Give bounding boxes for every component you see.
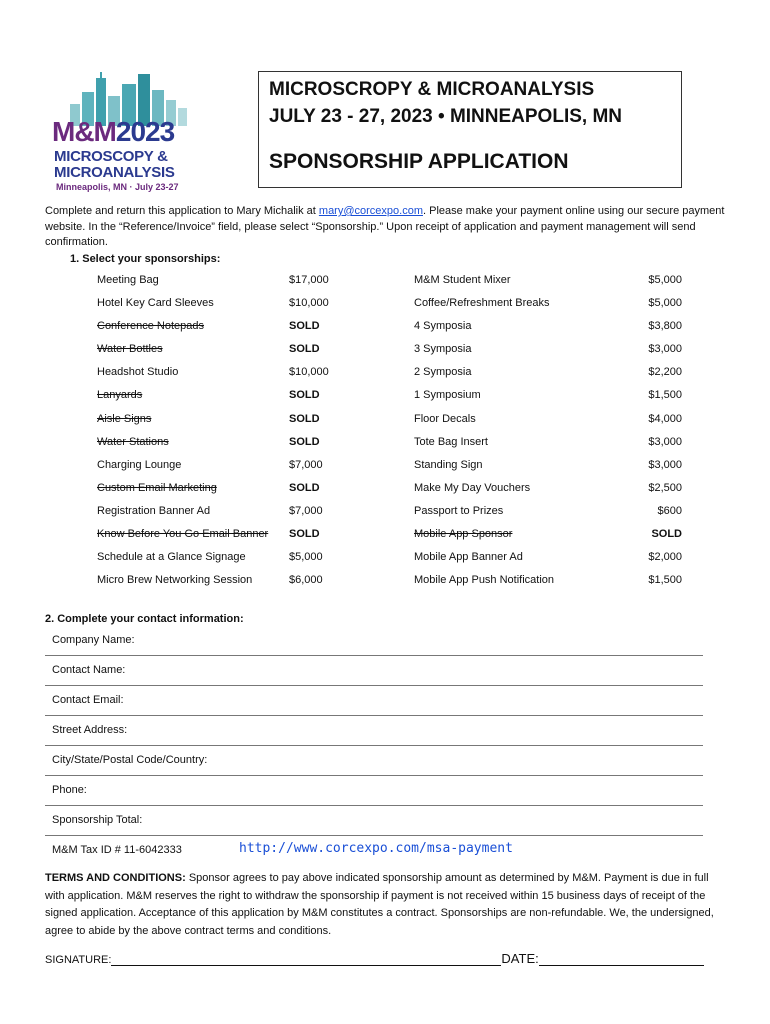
sponsorship-price[interactable]: $5,000 — [648, 274, 682, 286]
section-1-title: 1. Select your sponsorships: — [70, 253, 221, 265]
title-box — [258, 71, 682, 188]
sponsorship-item[interactable]: Tote Bag Insert — [414, 435, 488, 448]
sponsorship-price[interactable]: $3,000 — [648, 435, 682, 448]
sponsorship-price[interactable]: SOLD — [289, 412, 320, 425]
sponsorship-price[interactable]: SOLD — [289, 528, 320, 541]
contact-field[interactable] — [45, 626, 703, 656]
sponsorship-row — [97, 547, 687, 570]
sponsorship-item[interactable]: Headshot Studio — [97, 366, 179, 379]
logo-line-2: MICROANALYSIS — [54, 164, 175, 181]
contact-field-label: Contact Email: — [52, 694, 124, 706]
sponsorship-row — [97, 501, 687, 524]
email-link[interactable]: mary@corcexpo.com — [318, 205, 423, 217]
sponsorship-item[interactable]: Coffee/Refreshment Breaks — [414, 297, 550, 310]
logo-line-1: MICROSCOPY & — [54, 148, 168, 165]
contact-field-label: Contact Name: — [52, 664, 126, 676]
sponsorship-item[interactable]: 4 Symposia — [414, 320, 472, 333]
sponsorship-row — [97, 362, 687, 385]
signature-label: SIGNATURE: — [45, 954, 112, 966]
sponsorship-item[interactable]: Hotel Key Card Sleeves — [97, 297, 214, 310]
event-dates-location: JULY 23 - 27, 2023 • MINNEAPOLIS, MN — [269, 106, 623, 127]
sponsorship-price[interactable]: SOLD — [289, 481, 320, 494]
contact-field[interactable] — [45, 776, 703, 806]
logo-location-dates: Minneapolis, MN · July 23-27 — [56, 182, 179, 192]
sponsorship-item[interactable]: Mobile App Sponsor — [414, 528, 513, 541]
sponsorship-price[interactable]: $4,000 — [648, 412, 682, 425]
sponsorship-item[interactable]: M&M Student Mixer — [414, 274, 511, 286]
sponsorship-row — [97, 316, 687, 339]
contact-field-label: Company Name: — [52, 634, 135, 646]
terms-label: TERMS AND CONDITIONS: — [45, 872, 186, 884]
sponsorship-row — [97, 270, 687, 293]
sponsorship-item[interactable]: Schedule at a Glance Signage — [97, 551, 246, 564]
sponsorship-list — [97, 270, 687, 593]
sponsorship-item[interactable]: Meeting Bag — [97, 274, 159, 286]
payment-url-link[interactable]: http://www.corcexpo.com/msa-payment — [239, 841, 513, 856]
sponsorship-item[interactable]: Charging Lounge — [97, 458, 182, 471]
sponsorship-item[interactable]: Mobile App Banner Ad — [414, 551, 523, 564]
contact-field-label: Phone: — [52, 784, 87, 796]
sponsorship-row — [97, 478, 687, 501]
tax-id-row — [45, 836, 703, 865]
sponsorship-price[interactable]: $17,000 — [289, 274, 329, 286]
sponsorship-price[interactable]: $6,000 — [289, 574, 323, 587]
contact-field[interactable] — [45, 716, 703, 746]
contact-field[interactable] — [45, 806, 703, 836]
sponsorship-price[interactable]: $10,000 — [289, 366, 329, 379]
section-2-title: 2. Complete your contact information: — [45, 613, 244, 625]
sponsorship-item[interactable]: 1 Symposium — [414, 389, 481, 402]
event-logo — [52, 70, 202, 195]
sponsorship-row — [97, 524, 687, 547]
sponsorship-price[interactable]: $3,000 — [648, 343, 682, 356]
contact-form — [45, 626, 703, 865]
sponsorship-item[interactable]: Water Bottles — [97, 343, 163, 356]
contact-field-label: City/State/Postal Code/Country: — [52, 754, 208, 766]
sponsorship-item[interactable]: Conference Notepads — [97, 320, 205, 333]
sponsorship-price[interactable]: $7,000 — [289, 458, 323, 471]
sponsorship-item[interactable]: Standing Sign — [414, 458, 483, 471]
event-name: MICROSCROPY & MICROANALYSIS — [269, 79, 595, 100]
contact-field-label: Street Address: — [52, 724, 128, 736]
tax-id: M&M Tax ID # 11-6042333 — [52, 844, 182, 856]
sponsorship-row — [97, 432, 687, 455]
sponsorship-item[interactable]: Micro Brew Networking Session — [97, 574, 253, 587]
contact-field[interactable] — [45, 746, 703, 776]
sponsorship-price[interactable]: $1,500 — [648, 389, 682, 402]
sponsorship-price[interactable]: $3,000 — [648, 458, 682, 471]
terms-and-conditions — [45, 870, 725, 940]
contact-field[interactable] — [45, 656, 703, 686]
sponsorship-row — [97, 409, 687, 432]
sponsorship-price[interactable]: $7,000 — [289, 504, 323, 517]
sponsorship-item[interactable]: Lanyards — [97, 389, 143, 402]
sponsorship-price[interactable]: $5,000 — [289, 551, 323, 564]
sponsorship-price[interactable]: SOLD — [651, 528, 682, 541]
sponsorship-price[interactable]: $2,500 — [648, 481, 682, 494]
sponsorship-item[interactable]: Make My Day Vouchers — [414, 481, 531, 494]
sponsorship-item[interactable]: Know Before You Go Email Banner — [97, 528, 269, 541]
sponsorship-price[interactable]: SOLD — [289, 320, 320, 333]
sponsorship-price[interactable]: SOLD — [289, 343, 320, 356]
sponsorship-price[interactable]: SOLD — [289, 389, 320, 402]
sponsorship-row — [97, 570, 687, 593]
date-field[interactable] — [539, 953, 704, 966]
sponsorship-price[interactable]: $3,800 — [648, 320, 682, 333]
sponsorship-row — [97, 455, 687, 478]
date-label: DATE: — [501, 951, 539, 966]
sponsorship-item[interactable]: Passport to Prizes — [414, 504, 504, 517]
signature-line — [45, 951, 704, 966]
sponsorship-price[interactable]: $2,200 — [648, 366, 682, 379]
contact-field[interactable] — [45, 686, 703, 716]
sponsorship-price[interactable]: SOLD — [289, 435, 320, 448]
terms-text: Sponsor agrees to pay above indicated sponsorship amount as determined by M&M. Payment is due in full with application. M&M reserves the right to withdraw the sponsorship if payment is not received within 15 business days of receipt of the signed application. Acceptance of this application by M&M constitutes a contract. Sponsorships are non-refundable. We, the undersigned, agree to abide by the above contract terms and conditions. — [45, 872, 714, 937]
sponsorship-item[interactable]: Aisle Signs — [97, 412, 152, 425]
sponsorship-item[interactable]: Mobile App Push Notification — [414, 574, 555, 587]
sponsorship-item[interactable]: Registration Banner Ad — [97, 504, 211, 517]
signature-field[interactable] — [111, 953, 501, 966]
sponsorship-row — [97, 339, 687, 362]
sponsorship-price[interactable]: $2,000 — [648, 551, 682, 564]
sponsorship-price[interactable]: $1,500 — [648, 574, 682, 587]
sponsorship-item[interactable]: 2 Symposia — [414, 366, 472, 379]
sponsorship-price[interactable]: $600 — [657, 504, 682, 517]
logo-brand: M&M2023 — [52, 116, 175, 147]
sponsorship-price[interactable]: $10,000 — [289, 297, 329, 310]
sponsorship-price[interactable]: $5,000 — [648, 297, 682, 310]
sponsorship-row — [97, 385, 687, 408]
intro-text: Complete and return this application to Mary Michalik at mary@corcexpo.com. Please make your payment online using our secure payment website. In the “Reference/Invoice” field, please select “Sponsorship.” Upon receipt of application and payment management will send confirmation. — [45, 205, 725, 248]
sponsorship-row — [97, 293, 687, 316]
sponsorship-item[interactable]: Water Stations — [97, 435, 169, 448]
sponsorship-item[interactable]: 3 Symposia — [414, 343, 472, 356]
contact-field-label: Sponsorship Total: — [52, 814, 143, 826]
page-title: SPONSORSHIP APPLICATION — [269, 150, 569, 173]
sponsorship-item[interactable]: Custom Email Marketing — [97, 481, 217, 494]
sponsorship-item[interactable]: Floor Decals — [414, 412, 476, 425]
